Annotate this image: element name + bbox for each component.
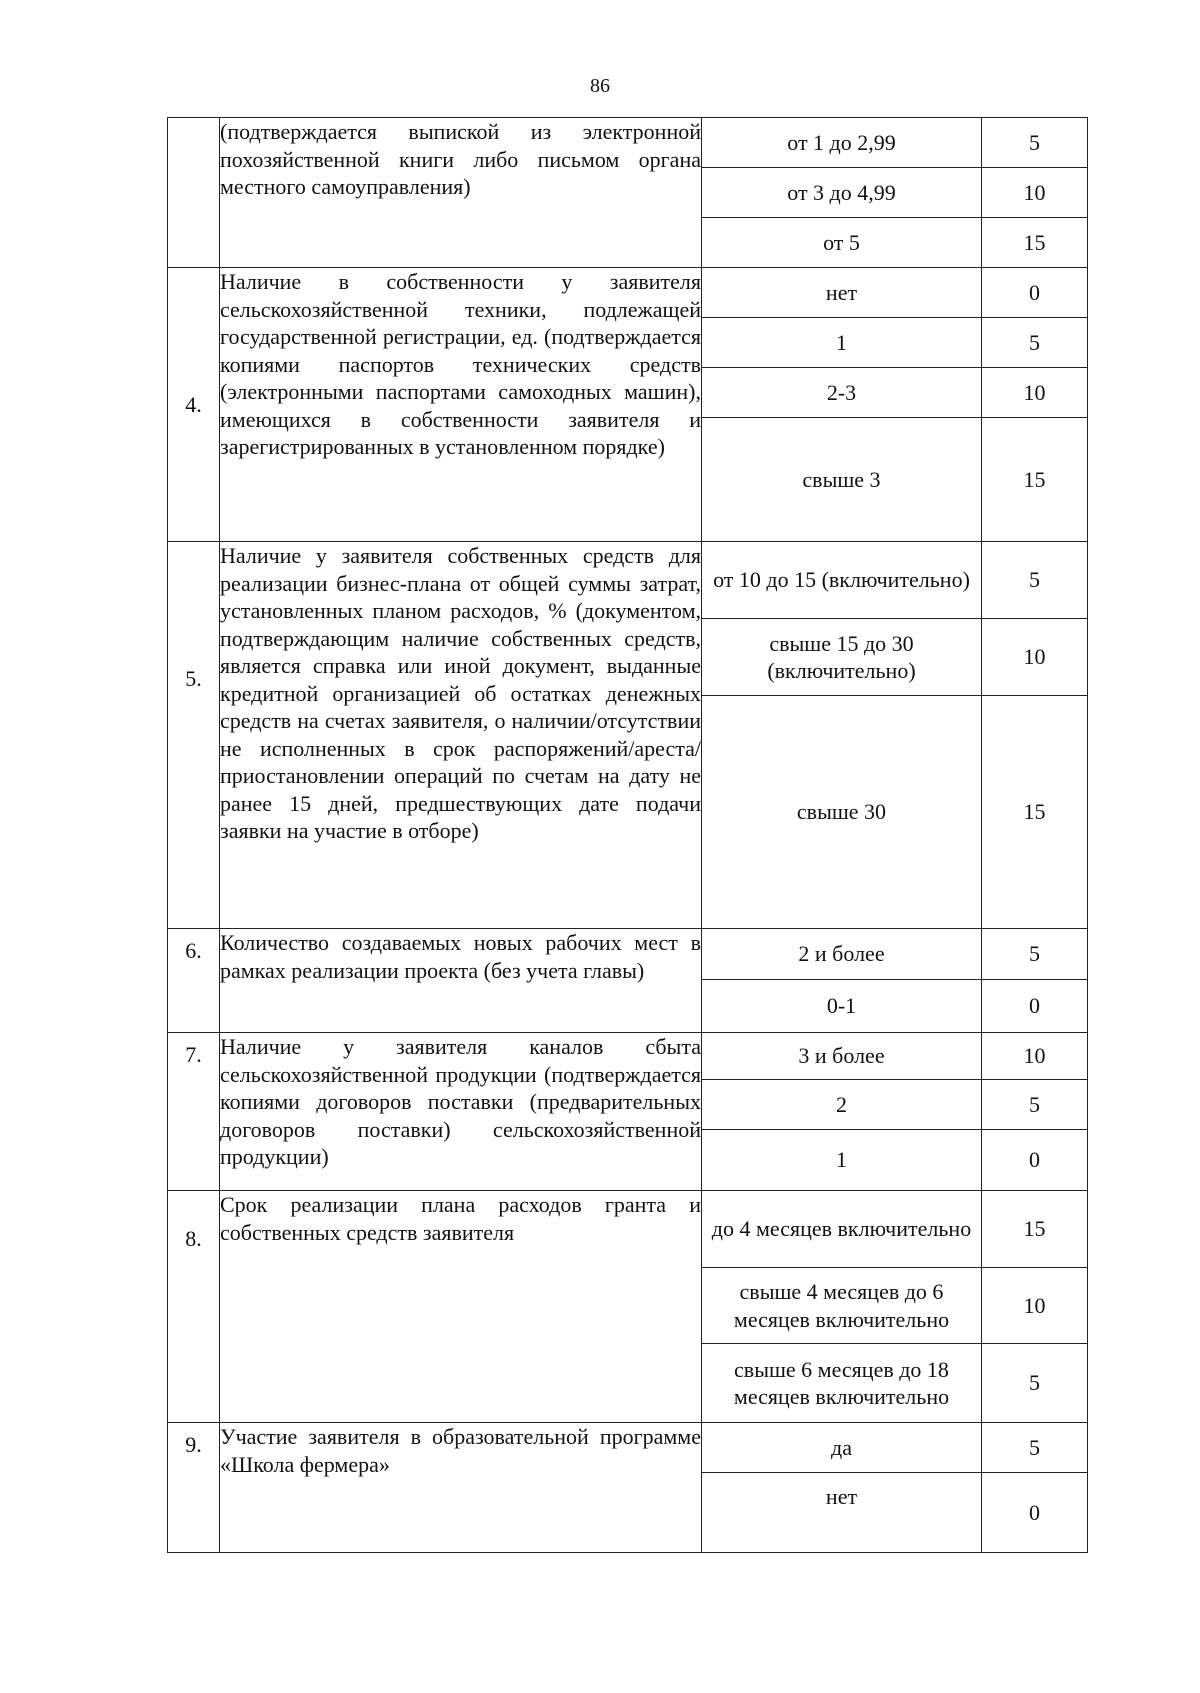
option-value: 1 (702, 1130, 982, 1191)
option-value: нет (702, 268, 982, 318)
criterion-description: (подтверждается выпиской из электронной похозяйственной книги либо письмом органа местного самоуправления) (220, 118, 702, 268)
option-value: 3 и более (702, 1033, 982, 1080)
option-value: свыше 15 до 30 (включительно) (702, 619, 982, 696)
option-points: 10 (982, 619, 1088, 696)
option-points: 5 (982, 1423, 1088, 1473)
option-points: 5 (982, 1080, 1088, 1130)
option-value: от 3 до 4,99 (702, 168, 982, 218)
option-value: свыше 4 месяцев до 6 месяцев включительно (702, 1268, 982, 1344)
row-number (168, 118, 220, 268)
table-row (168, 929, 1088, 980)
option-points: 5 (982, 542, 1088, 619)
option-value: от 5 (702, 218, 982, 268)
option-points: 10 (982, 1033, 1088, 1080)
criterion-description: Наличие у заявителя собственных средств для реализации бизнес-плана от общей суммы затрат, установленных планом расходов, % (документом, подтверждающим наличие собственных средств, является справка или иной документ, выданные кредитной организацией об остатках денежных средств на счетах заявителя, о наличии/отсутствии не исполненных в срок распоряжений/ареста/приостановлении операций по счетам на дату не ранее 15 дней, предшествующих дате подачи заявки на участие в отборе) (220, 542, 702, 929)
table-row (168, 1033, 1088, 1080)
option-points: 15 (982, 696, 1088, 929)
table-row (168, 1423, 1088, 1473)
option-points: 10 (982, 368, 1088, 418)
option-points: 0 (982, 268, 1088, 318)
option-points: 0 (982, 980, 1088, 1033)
option-value: 2 и более (702, 929, 982, 980)
table-row (168, 1191, 1088, 1268)
option-points: 10 (982, 168, 1088, 218)
page-number: 86 (590, 75, 610, 97)
row-number: 7. (168, 1033, 220, 1191)
option-points: 5 (982, 1344, 1088, 1423)
table-row (168, 118, 1088, 168)
option-value: 2 (702, 1080, 982, 1130)
option-value: до 4 месяцев включительно (702, 1191, 982, 1268)
row-number: 5. (168, 542, 220, 929)
option-value: нет (702, 1473, 982, 1553)
option-points: 0 (982, 1473, 1088, 1553)
option-value: 0-1 (702, 980, 982, 1033)
option-points: 0 (982, 1130, 1088, 1191)
option-points: 5 (982, 929, 1088, 980)
option-points: 5 (982, 318, 1088, 368)
criterion-description: Количество создаваемых новых рабочих мест в рамках реализации проекта (без учета главы) (220, 929, 702, 1033)
option-value: свыше 6 месяцев до 18 месяцев включительно (702, 1344, 982, 1423)
option-points: 10 (982, 1268, 1088, 1344)
table-row (168, 542, 1088, 619)
option-value: да (702, 1423, 982, 1473)
option-value: свыше 3 (702, 418, 982, 542)
row-number: 8. (168, 1191, 220, 1423)
option-points: 15 (982, 218, 1088, 268)
option-points: 5 (982, 118, 1088, 168)
option-value: от 1 до 2,99 (702, 118, 982, 168)
criterion-description: Наличие у заявителя каналов сбыта сельскохозяйственной продукции (подтверждается копиями договоров поставки (предварительных договоров поставки) сельскохозяйственной продукции) (220, 1033, 702, 1191)
criterion-description: Участие заявителя в образовательной программе «Школа фермера» (220, 1423, 702, 1553)
table-row (168, 268, 1088, 318)
option-value: свыше 30 (702, 696, 982, 929)
criterion-description: Наличие в собственности у заявителя сельскохозяйственной техники, подлежащей государственной регистрации, ед. (подтверждается копиями паспортов технических средств (электронными паспортами самоходных машин), имеющихся в собственности заявителя и зарегистрированных в установленном порядке) (220, 268, 702, 542)
option-value: 1 (702, 318, 982, 368)
row-number: 6. (168, 929, 220, 1033)
option-points: 15 (982, 1191, 1088, 1268)
row-number: 9. (168, 1423, 220, 1553)
criterion-description: Срок реализации плана расходов гранта и собственных средств заявителя (220, 1191, 702, 1423)
option-value: 2-3 (702, 368, 982, 418)
option-value: от 10 до 15 (включительно) (702, 542, 982, 619)
option-points: 15 (982, 418, 1088, 542)
criteria-table (167, 117, 1088, 1553)
row-number: 4. (168, 268, 220, 542)
